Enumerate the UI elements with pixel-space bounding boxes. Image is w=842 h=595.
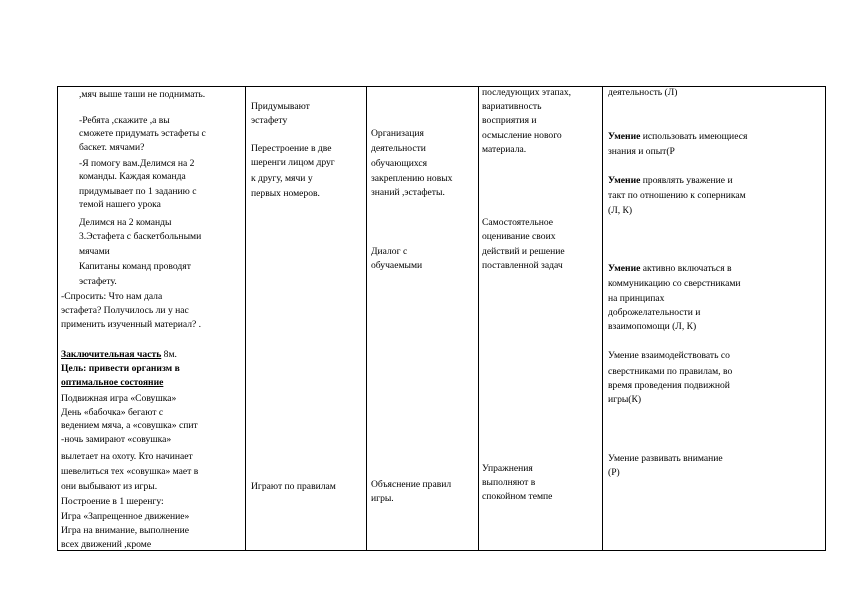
cell-text-line: эстафета? Получилось ли у нас xyxy=(61,305,189,316)
cell-text-line: коммуникацию со сверстниками xyxy=(608,278,741,289)
cell-text-line: мячами xyxy=(79,246,110,257)
cell-text-line: эстафету. xyxy=(79,276,117,287)
table-top-border xyxy=(57,86,826,87)
cell-text-line: Умение развивать внимание xyxy=(608,453,723,464)
table-col-border-4 xyxy=(602,86,603,551)
cell-text-line: игры(К) xyxy=(608,394,642,405)
cell-text-line: сверстниками по правилам, во xyxy=(608,366,733,377)
cell-text-line: выполняют в xyxy=(482,477,536,488)
cell-text-line: игры. xyxy=(371,493,394,504)
cell-text-line: шевелиться тех «совушка» мает в xyxy=(61,466,199,477)
cell-text-line: Подвижная игра «Совушка» xyxy=(61,393,177,404)
cell-text-line: всех движений ,кроме xyxy=(61,539,152,550)
cell-text-line: на принципах xyxy=(608,293,665,304)
cell-text-line: знаний ,эстафеты. xyxy=(371,187,445,198)
cell-text-line: Придумывают xyxy=(251,101,310,112)
cell-text-line: Игра на внимание, выполнение xyxy=(61,525,189,536)
cell-text-line: доброжелательности и xyxy=(608,307,701,318)
cell-text-line: сможете придумать эстафеты с xyxy=(79,128,206,139)
section-goal: оптимальное состояние xyxy=(61,377,164,388)
cell-text-line: деятельности xyxy=(371,143,426,154)
table-col-border-2 xyxy=(366,86,367,551)
table-col-border-5 xyxy=(825,86,826,551)
cell-text-line: Умение взаимодействовать со xyxy=(608,350,730,361)
cell-text-line: время проведения подвижной xyxy=(608,380,730,391)
cell-text-line: ведением мяча, а «совушка» спит xyxy=(61,420,198,431)
cell-text-line: к другу, мячи у xyxy=(251,173,313,184)
section-heading: Заключительная часть 8м. xyxy=(61,349,177,360)
cell-text-line: спокойном темпе xyxy=(482,491,553,502)
cell-text-line: Игра «Запрещенное движение» xyxy=(61,511,190,522)
cell-text-line: ,мяч выше таши не поднимать. xyxy=(79,89,206,100)
cell-text-line: вариативность xyxy=(482,101,542,112)
cell-text-line: Капитаны команд проводят xyxy=(79,261,191,272)
cell-text-line: Диалог с xyxy=(371,246,408,257)
table-col-border-3 xyxy=(478,86,479,551)
cell-text-line: День «бабочка» бегают с xyxy=(61,407,164,418)
cell-text-line: закреплению новых xyxy=(371,173,453,184)
cell-text-line: (Л, К) xyxy=(608,205,633,216)
cell-text-line: Самостоятельное xyxy=(482,217,554,228)
cell-text-line: вылетает на охоту. Кто начинает xyxy=(61,451,193,462)
cell-text-line: Играют по правилам xyxy=(251,481,336,492)
cell-text-line: 3.Эстафета с баскетбольными xyxy=(79,231,202,242)
cell-text-line: эстафету xyxy=(251,115,288,126)
cell-text-line: материала. xyxy=(482,144,527,155)
table-col-border-1 xyxy=(245,86,246,551)
cell-text-line: знания и опыт(Р xyxy=(608,146,675,157)
cell-text-line: Перестроение в две xyxy=(251,143,332,154)
cell-text-line: применить изученный материал? . xyxy=(61,319,202,330)
cell-text-line: темой нашего урока xyxy=(79,199,161,210)
cell-text-line: поставленной задач xyxy=(482,260,563,271)
cell-text-line: Построение в 1 шеренгу: xyxy=(61,496,164,507)
cell-text-line: -Я помогу вам.Делимся на 2 xyxy=(79,158,195,169)
cell-text-line: Упражнения xyxy=(482,463,533,474)
cell-text-line: Объяснение правил xyxy=(371,479,452,490)
cell-text-line: первых номеров. xyxy=(251,188,320,199)
cell-text-line: они выбывают из игры. xyxy=(61,481,158,492)
cell-text-line: Умение проявлять уважение и xyxy=(608,175,733,186)
cell-text-line: -ночь замирают «совушка» xyxy=(61,434,172,445)
cell-text-line: действий и решение xyxy=(482,246,565,257)
cell-text-line: Умение использовать имеющиеся xyxy=(608,131,748,142)
cell-text-line: обучаемыми xyxy=(371,260,423,271)
cell-text-line: такт по отношению к соперникам xyxy=(608,190,746,201)
cell-text-line: обучающихся xyxy=(371,158,428,169)
cell-text-line: восприятия и xyxy=(482,115,537,126)
cell-text-line: деятельность (Л) xyxy=(608,87,678,98)
section-goal: Цель: привести организм в xyxy=(61,363,180,374)
cell-text-line: баскет. мячами? xyxy=(79,142,145,153)
table-col-border-0 xyxy=(57,86,58,551)
cell-text-line: Умение активно включаться в xyxy=(608,263,732,274)
cell-text-line: команды. Каждая команда xyxy=(79,171,186,182)
cell-text-line: Организация xyxy=(371,128,424,139)
cell-text-line: взаимопомощи (Л, К) xyxy=(608,321,697,332)
cell-text-line: осмысление нового xyxy=(482,130,562,141)
cell-text-line: -Спросить: Что нам дала xyxy=(61,291,163,302)
cell-text-line: (Р) xyxy=(608,467,620,478)
cell-text-line: придумывает по 1 заданию с xyxy=(79,186,197,197)
cell-text-line: Делимся на 2 команды xyxy=(79,217,172,228)
cell-text-line: оценивание своих xyxy=(482,231,556,242)
cell-text-line: -Ребята ,скажите ,а вы xyxy=(79,115,170,126)
table-bottom-border xyxy=(57,550,826,551)
cell-text-line: шеренги лицом друг xyxy=(251,157,335,168)
cell-text-line: последующих этапах, xyxy=(482,87,572,98)
